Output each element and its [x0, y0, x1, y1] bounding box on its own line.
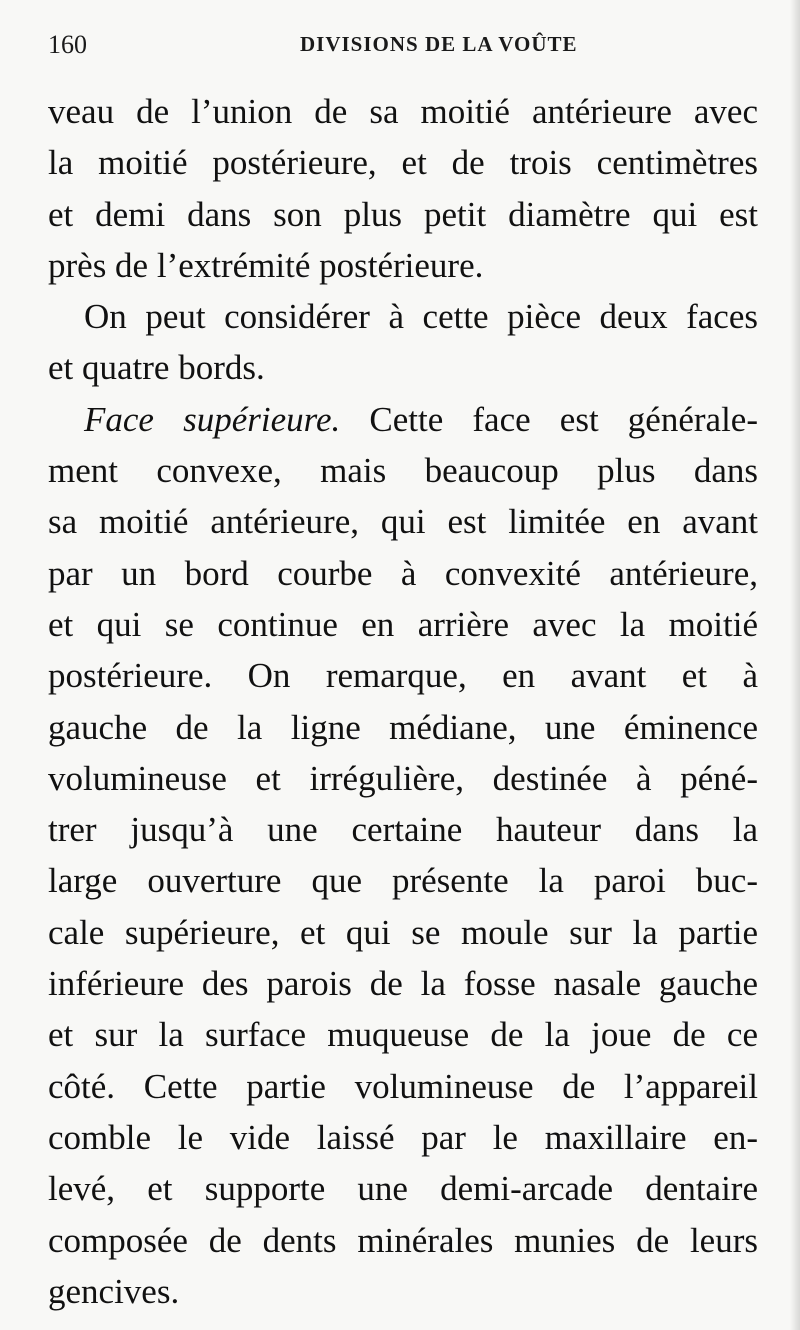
text-line: côté. Cette partie volumineuse de l’appareil	[48, 1066, 758, 1106]
body-text	[48, 86, 758, 1317]
text-line: gencives.	[48, 1271, 180, 1311]
text-line: gauche de la ligne médiane, une éminence	[48, 707, 758, 747]
text-line: Cette face est générale-	[340, 399, 758, 439]
text-line: la moitié postérieure, et de trois centimètres	[48, 143, 758, 183]
page-number: 160	[48, 30, 87, 59]
page-edge-shadow	[790, 0, 800, 1330]
text-line: veau de l’union de sa moitié antérieure avec	[48, 92, 758, 131]
page-header	[48, 24, 758, 64]
text-line: inférieure des parois de la fosse nasale gauche	[48, 964, 758, 1004]
text-line: comble le vide laissé par le maxillaire en-	[48, 1117, 758, 1157]
running-head: DIVISIONS DE LA VOÛTE	[300, 32, 578, 56]
text-line: composée de dents minérales munies de leurs	[48, 1220, 758, 1260]
text-line: et qui se continue en arrière avec la moitié	[48, 604, 758, 644]
text-line-with-heading	[48, 394, 758, 445]
text-line: sa moitié antérieure, qui est limitée en avant	[48, 502, 758, 542]
text-line: par un bord courbe à convexité antérieure,	[48, 553, 758, 593]
text-line: large ouverture que présente la paroi buc-	[48, 861, 758, 901]
section-heading: Face supérieure.	[84, 399, 341, 439]
text-line: et quatre bords.	[48, 348, 265, 388]
text-line: trer jusqu’à une certaine hauteur dans la	[48, 810, 758, 850]
text-line: postérieure. On remarque, en avant et à	[48, 656, 758, 696]
text-line: et sur la surface muqueuse de la joue de ce	[48, 1015, 758, 1055]
text-line: On peut considérer à cette pièce deux faces	[84, 297, 758, 337]
text-line: ment convexe, mais beaucoup plus dans	[48, 451, 758, 491]
text-line: cale supérieure, et qui se moule sur la partie	[48, 912, 758, 952]
text-line: et demi dans son plus petit diamètre qui est	[48, 194, 758, 234]
text-line: levé, et supporte une demi-arcade dentaire	[48, 1169, 758, 1209]
text-line: près de l’extrémité postérieure.	[48, 245, 484, 285]
text-line: volumineuse et irrégulière, destinée à péné-	[48, 758, 758, 798]
